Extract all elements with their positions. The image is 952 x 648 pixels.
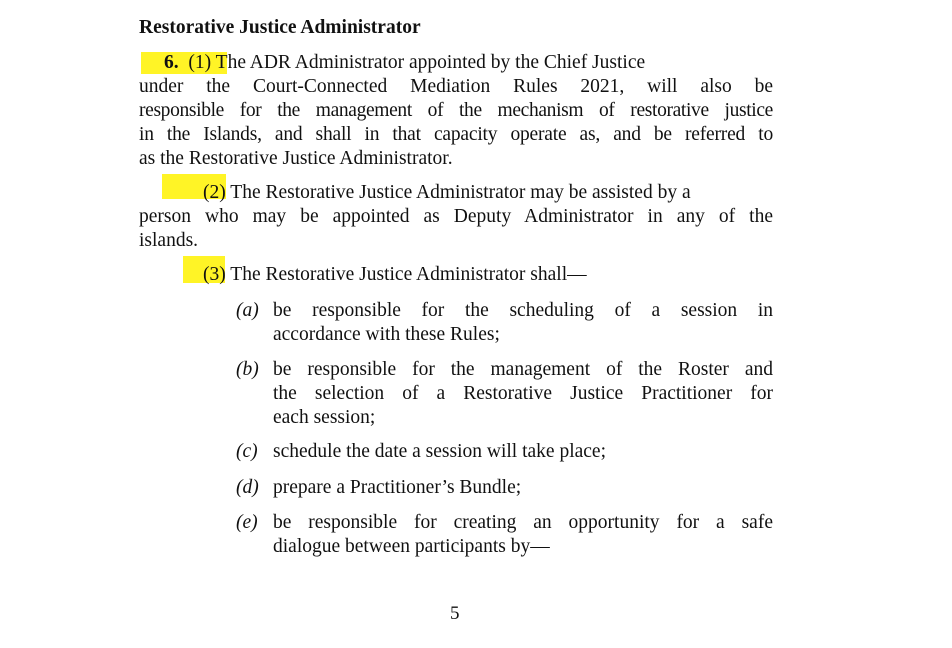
section-heading: Restorative Justice Administrator [139, 17, 421, 38]
rule-6-1-line-4: in the Islands, and shall in that capacity operate as, and be referred to [139, 124, 773, 145]
item-a-line-2: accordance with these Rules; [273, 324, 500, 345]
sub-rule-number: (3) [203, 264, 226, 285]
rule-number: 6. [164, 52, 179, 73]
item-e-line-2: dialogue between participants by— [273, 536, 550, 557]
item-label-a: (a) [236, 300, 259, 321]
item-a-line-1: be responsible for the scheduling of a session in [273, 300, 773, 321]
rule-6-1-line-2: under the Court-Connected Mediation Rules 2021, will also be [139, 76, 773, 97]
item-b-line-2: the selection of a Restorative Justice Practitioner for [273, 383, 773, 404]
item-c-line-1: schedule the date a session will take place; [273, 441, 607, 462]
item-label-d: (d) [236, 477, 259, 498]
item-d-line-1: prepare a Practitioner’s Bundle; [273, 477, 522, 498]
sub-rule-number: (1) [188, 52, 212, 73]
item-b-line-1: be responsible for the management of the Roster and [273, 359, 773, 380]
page-number: 5 [450, 603, 460, 624]
rule-6-1-line-5: as the Restorative Justice Administrator. [139, 148, 453, 169]
rule-6-2-line-2: person who may be appointed as Deputy Administrator in any of the [139, 206, 773, 227]
item-label-e: (e) [236, 512, 258, 533]
item-e-line-1: be responsible for creating an opportunity for a safe [273, 512, 773, 533]
rule-6-1-line-1: 6. (1) The ADR Administrator appointed by the Chief Justice [164, 52, 646, 73]
item-label-b: (b) [236, 359, 259, 380]
rule-6-1-line-3: responsible for the management of the mechanism of restorative justice [139, 100, 773, 121]
rule-6-3-line-1: (3) The Restorative Justice Administrator shall— [203, 264, 587, 285]
item-label-c: (c) [236, 441, 258, 462]
rule-6-2-line-1: (2) The Restorative Justice Administrator may be assisted by a [203, 182, 691, 203]
item-b-line-3: each session; [273, 407, 376, 428]
sub-rule-number: (2) [203, 182, 226, 203]
rule-6-2-line-3: islands. [139, 230, 199, 251]
